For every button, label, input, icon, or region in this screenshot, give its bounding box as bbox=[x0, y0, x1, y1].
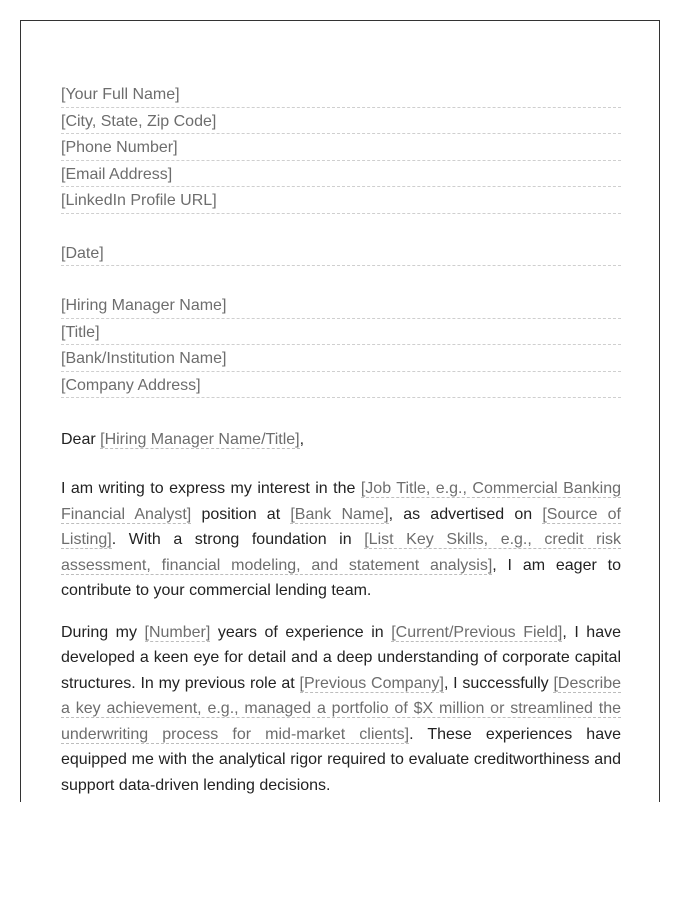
salutation-name-field[interactable]: [Hiring Manager Name/Title] bbox=[100, 431, 300, 448]
previous-company-field[interactable]: [Previous Company] bbox=[299, 674, 444, 692]
paragraph-text: I am writing to express my interest in the bbox=[61, 480, 361, 497]
paragraph-text: position at bbox=[191, 505, 291, 523]
recipient-manager-field[interactable]: [Hiring Manager Name] bbox=[61, 292, 621, 319]
job-title-field[interactable]: [Job Title, e.g., Commercial Banking Financial Analyst] bbox=[61, 480, 622, 523]
skills-field[interactable]: [List Key Skills, e.g., credit risk assessment, financial modeling, and statement analysis] bbox=[61, 531, 622, 574]
date-field[interactable]: [Date] bbox=[61, 240, 621, 267]
recipient-title-field[interactable]: [Title] bbox=[61, 319, 621, 346]
bank-name-field[interactable]: [Bank Name] bbox=[290, 505, 389, 523]
sender-city-field[interactable]: [City, State, Zip Code] bbox=[61, 108, 621, 135]
paragraph-text: years of experience in bbox=[210, 623, 392, 641]
letter-content bbox=[61, 81, 621, 798]
intro-paragraph bbox=[61, 476, 621, 604]
sender-linkedin-field[interactable]: [LinkedIn Profile URL] bbox=[61, 187, 621, 214]
field-of-experience-field[interactable]: [Current/Previous Field] bbox=[391, 623, 563, 641]
recipient-address-field[interactable]: [Company Address] bbox=[61, 372, 621, 399]
sender-block bbox=[61, 81, 621, 214]
paragraph-text: During my bbox=[61, 623, 145, 641]
achievement-field[interactable]: [Describe a key achievement, e.g., managed a portfolio of $X million or streamlined the underwriting process for mid-market clients] bbox=[61, 674, 622, 743]
paragraph-text: , I am eager to contribute to your commercial lending team. bbox=[61, 556, 621, 599]
paragraph-text: , I successfully bbox=[443, 674, 554, 692]
sender-email-field[interactable]: [Email Address] bbox=[61, 161, 621, 188]
experience-paragraph bbox=[61, 620, 621, 799]
letter-page bbox=[20, 20, 660, 802]
paragraph-text: , I have developed a keen eye for detail and a deep understanding of corporate capital structures. In my previous role at bbox=[61, 623, 621, 692]
salutation-prefix: Dear bbox=[61, 431, 101, 448]
paragraph-text: , as advertised on bbox=[388, 505, 543, 523]
spacer bbox=[61, 214, 621, 240]
spacer bbox=[61, 266, 621, 292]
recipient-institution-field[interactable]: [Bank/Institution Name] bbox=[61, 345, 621, 372]
paragraph-text: . With a strong foundation in bbox=[111, 531, 365, 548]
salutation bbox=[61, 430, 621, 450]
salutation-suffix: , bbox=[299, 431, 305, 448]
source-field[interactable]: [Source of Listing] bbox=[61, 505, 622, 548]
years-field[interactable]: [Number] bbox=[144, 623, 211, 641]
sender-name-field[interactable]: [Your Full Name] bbox=[61, 81, 621, 108]
paragraph-text: . These experiences have equipped me with the analytical rigor required to evaluate creditworthiness and support data-driven lending decisions. bbox=[61, 725, 622, 794]
sender-phone-field[interactable]: [Phone Number] bbox=[61, 134, 621, 161]
recipient-block bbox=[61, 292, 621, 398]
